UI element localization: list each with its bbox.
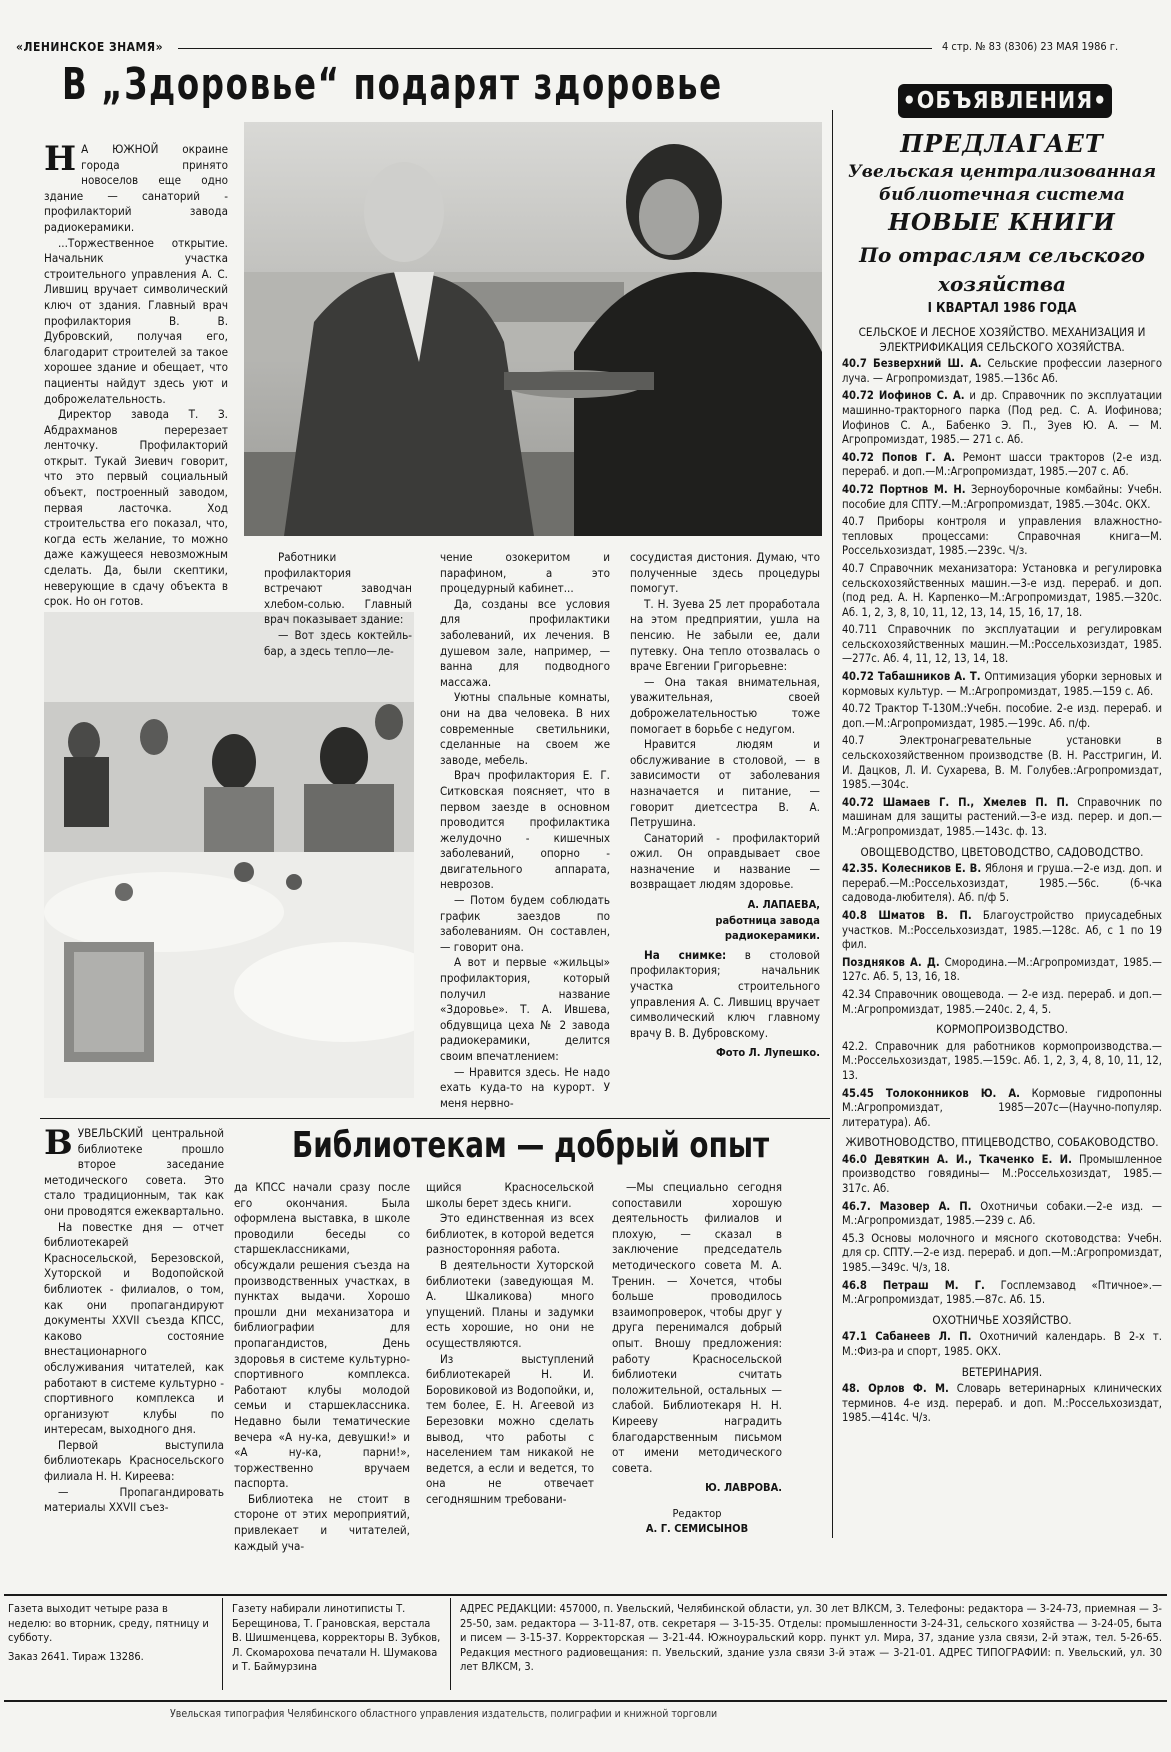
book-entry: 46.0 Девяткин А. И., Ткаченко Е. И. Промышленное производство говядины— М.:Россельхозиздат, 1985.—317с. Аб. — [842, 1152, 1162, 1196]
book-entry: 40.72 Табашников А. Т. Оптимизация уборки зерновых и кормовых культур. — М.:Агропромиздат, 1985.—159 с. Аб. — [842, 670, 1162, 698]
masthead-issue-info: 4 стр. № 83 (8306) 23 МАЯ 1986 г. — [942, 40, 1119, 53]
article2-headline: Библиотекам — добрый опыт — [292, 1125, 770, 1166]
book-entry: 47.1 Сабанеев Л. П. Охотничий календарь. В 2-х т. М.:Физ-ра и спорт, 1985. ОКХ. — [842, 1330, 1162, 1358]
photo-dining-room — [44, 612, 414, 1098]
book-entry: 45.45 Толоконников Ю. А. Кормовые гидропонны М.:Агропромиздат, 1985—207с—(Научно-популяр. литература). Аб. — [842, 1086, 1163, 1129]
column-separator — [832, 110, 833, 1538]
ads-section-heading: ОВОЩЕВОДСТВО, ЦВЕТОВОДСТВО, САДОВОДСТВО. — [860, 844, 1144, 859]
footer-rule-bottom — [4, 1700, 1167, 1702]
ads-section-heading: ВЕТЕРИНАРИЯ. — [961, 1364, 1043, 1379]
article2-column-1: В УВЕЛЬСКИЙ центральной библиотеке прошло второе заседание методического совета. Это стало традиционным, так как они проводятся ежеквартально. На повестке дня — отчет библиотекарей Красносельской, Березовской, Хуторской и Водопойской библиотек - филиалов, о том, как они пропагандируют документы XXVII съезда КПСС, каково состояние внестационарного обслуживания читателей, как работают в системе культурно - спортивного комплекса и организуют клубы по интересам, выходного дня. Первой выступила библиотекарь Красносельского филиала Н. Н. Киреева: — Пропагандировать материалы XXVII съез- — [44, 1123, 225, 1515]
article2-author: Ю. ЛАВРОВА. — [705, 1481, 782, 1495]
footer-imprint: Увельская типография Челябинского областного управления издательств, полиграфии и книжной торговли — [170, 1708, 718, 1720]
article2-column-4: —Мы специально сегодня сопоставили хорошую деятельность филиалов и плохую, — сказал в заключение председатель методического совета М. А. Тренин. — Хочется, чтобы больше проводилось взаимопроверок, чтобы друг у друга перенимался добрый опыт. Вношу предложения: работу Красносельской библиотеки считать положительной, остальных — слабой. Библиотекаря Н. Н. Кирееву наградить благодарственным письмом от имени методического совета. Ю. ЛАВРОВА. Редактор А. Г. СЕМИСЫНОВ — [612, 1180, 782, 1536]
ads-library-line1: Увельская централизованная — [847, 162, 1156, 182]
masthead-rule — [178, 48, 932, 49]
book-entry: 46.8 Петраш М. Г. Госплемзавод «Птичное».—М.:Агропромиздат, 1985.—87с. Аб. 15. — [842, 1278, 1162, 1307]
ads-quarter: I КВАРТАЛ 1986 ГОДА — [927, 301, 1077, 316]
book-entry: 40.7 Приборы контроля и управления влажностно-тепловых процессами: Справочная книга—М. Россельхозиздат, 1985.—239с. Ч/з. — [842, 515, 1162, 558]
ads-section-heading: КОРМОПРОИЗВОДСТВО. — [936, 1022, 1068, 1037]
photo-key-handover — [244, 122, 822, 536]
book-entry: 48. Орлов Ф. М. Словарь ветеринарных клинических терминов. 4-е изд. перераб. и доп. М.:Россельхозиздат, 1985.—414с. Ч/з. — [842, 1382, 1162, 1425]
ads-section-heading: ЖИВОТНОВОДСТВО, ПТИЦЕВОДСТВО, СОБАКОВОДСТВО. — [845, 1135, 1159, 1150]
footer-staff-credits: Газету набирали линотиписты Т. Берещинова, Т. Грановская, верстала В. Шишменцева, корректоры В. Зубков, Л. Скомарохова печатали Н. Шумакова и Т. Баймурзина — [232, 1602, 441, 1674]
ads-section-heading: СЕЛЬСКОЕ И ЛЕСНОЕ ХОЗЯЙСТВО. МЕХАНИЗАЦИЯ И ЭЛЕКТРИФИКАЦИЯ СЕЛЬСКОГО ХОЗЯЙСТВА. — [858, 325, 1146, 354]
footer-publication-info: Газета выходит четыре раза в неделю: во вторник, среду, пятницу и субботу. Заказ 2641. Тираж 13286. — [8, 1602, 209, 1663]
article-headline: В „Здоровье“ подарят здоровье — [62, 59, 723, 110]
ads-banner: •ОБЪЯВЛЕНИЯ• — [898, 84, 1112, 118]
caption-label: На снимке: — [644, 947, 727, 962]
masthead-paper-name: «ЛЕНИНСКОЕ ЗНАМЯ» — [16, 40, 164, 54]
author-role: работница завода радиокерамики. — [715, 913, 820, 943]
book-entry: 40.72 Портнов М. Н. Зерноуборочные комбайны: Учебн. пособие для СПТУ.—М.:Агропромиздат, 1985.—304с. ОКХ. — [842, 482, 1162, 511]
book-entry: 40.72 Попов Г. А. Ремонт шасси тракторов (2-е изд. перераб. и доп.—М.:Агропромиздат, 1985.—207 с. Аб. — [842, 450, 1162, 479]
drop-cap-2: В — [44, 1123, 73, 1163]
article-column-3: чение озокеритом и парафином, а это процедурный кабинет... Да, созданы все условия для профилактики заболеваний, их лечения. В душевом зале, например, — ванна для подводного массажа. Уютны спальные комнаты, они на два человека. В них современные светильники, сделанные на своем же заводе, мебель. Врач профилактория Е. Г. Ситковская поясняет, что в первом заезде в основном проводится профилактика желудочно - кишечных заболеваний, опорно - двигательного аппарата, неврозов. — Потом будем соблюдать график заездов по заболеваниям. Он составлен, — говорит она. А вот и первые «жильцы» профилактория, который получил название «Здоровье». Т. А. Ившева, обдувщица цеха № 2 завода радиокерамики, делится своим впечатлением: — Нравится здесь. Не надо ехать куда-то на курорт. У меня нервно- — [440, 550, 610, 1110]
footer-editorial-address: АДРЕС РЕДАКЦИИ: 457000, п. Увельский, Челябинской области, ул. 30 лет ВЛКСМ, 3. Телефоны: редактора — 3-24-73, приемная — 3-25-50, зам. редактора — 3-11-87, отв. секретаря — 3-15-35. Отделы: промышленности 3-24-31, сельского хозяйства — 3-24-05, быта и писем — 3-15-37. Корректорская — 3-21-44. Южноуральский корр. пункт ул. Мира, 37, здание узла связи, 2-й этаж, тел. 5-26-65. Редакция местного радиовещания: п. Увельский, здание узла связи 3-й этаж — 3-21-01. АДРЕС ТИПОГРАФИИ: п. Увельский, ул. 30 лет ВЛКСМ, 3. — [460, 1602, 1162, 1674]
book-entry: 45.3 Основы молочного и мясного скотоводства: Учебн. для ср. СПТУ.—2-е изд. перераб. и доп.—М.:Агропромиздат, 1985.—349с. Ч/з, 18. — [842, 1231, 1162, 1275]
book-entry: 42.2. Справочник для работников кормопроизводства.—М.:Россельхозиздат, 1985.—159с. Аб. 1, 2, 3, 4, 8, 10, 11, 12, 13. — [842, 1039, 1162, 1082]
article2-column-3: щийся Красносельской школы берет здесь книги. Это единственная из всех библиотек, в которой ведется разносторонняя работа. В деятельности Хуторской библиотеки (заведующая М. А. Шкаликова) много упущений. Планы и задумки есть хорошие, но они не осуществляются. Из выступлений библиотекарей Н. И. Боровиковой из Водопойки, и, тем более, Е. Н. Агеевой из Березовки можно сделать вывод, что работы с населением там никакой не ведется, а если и ведется, то она не отвечает сегодняшним требовани- — [426, 1180, 594, 1506]
book-entry: 40.7 Справочник механизатора: Установка и регулировка сельскохозяйственных машин.—3-е изд. перераб. и доп. (под ред. А. Н. Карпенко—М.:Агропромиздат, 1985.—320с. Аб. 1, 2, 3, 8, 10, 11, 12, 13, 14, 15, 16, 17, 18. — [842, 561, 1162, 619]
book-entry: Поздняков А. Д. Смородина.—М.:Агропромиздат, 1985.—127с. Аб. 5, 13, 16, 18. — [842, 955, 1162, 984]
editor-label: Редактор — [672, 1506, 722, 1520]
article2-column-2: да КПСС начали сразу после его окончания. Была оформлена выставка, в школе проводили беседы со старшеклассниками, обсуждали решения съезда на производственных участках, в пунктах выдачи. Хорошо прошли дни механизатора и библиографии для пропагандистов, День здоровья в системе культурно-спортивного комплекса. Работают клубы молодой семьи и старшеклассника. Недавно были тематические вечера «А ну-ка, девушки!» и «А ну-ка, парни!», торжественно вручаем паспорта. Библиотека не стоит в стороне от этих мероприятий, привлекает и читателей, каждый уча- — [234, 1180, 410, 1553]
ads-offers: ПРЕДЛАГАЕТ — [900, 129, 1104, 158]
editor-name: А. Г. СЕМИСЫНОВ — [645, 1522, 749, 1536]
footer-divider-2 — [450, 1598, 451, 1690]
article-column-4: сосудистая дистония. Думаю, что полученные здесь процедуры помогут. Т. Н. Зуева 25 лет проработала на этом предприятии, ушла на пенсию. Не забыли ее, дали путевку. Она тепло отозвалась о враче Евгении Григорьевне: — Она такая внимательная, уважительная, своей доброжелательностью тоже помогает в борьбе с недугом. Нравится людям и обслуживание в столовой, — в зависимости от заболевания назначается и питание, — говорит диетсестра В. А. Петрушина. Санаторий - профилакторий ожил. Он оправдывает свое назначение и название — возвращает людям здоровье. А. ЛАПАЕВА, работница завода радиокерамики. На снимке: в столовой профилактория; начальник участка строительного управления А. С. Лившиц вручает символический ключ главному врачу В. В. Дубровскому. Фото Л. Лупешко. — [630, 550, 820, 1060]
photo-credit: Фото Л. Лупешко. — [715, 1046, 820, 1060]
ads-library-line2: библиотечная система — [879, 185, 1125, 205]
ads-new-books: НОВЫЕ КНИГИ — [888, 209, 1116, 236]
author-signature: А. ЛАПАЕВА, — [747, 898, 820, 912]
photo-caption: в столовой профилактория; начальник участка строительного управления А. С. Лившиц вручает символический ключ главному врачу В. В. Дубровскому. — [630, 947, 820, 1040]
book-entry: 42.34 Справочник овощевода. — 2-е изд. перераб. и доп.—М.:Агропромиздат, 1985.—240с. 2, 4, 5. — [842, 987, 1162, 1016]
article-column-2: Работники профилактория встречают заводчан хлебом-солью. Главный врач показывает здание: — Вот здесь коктейль-бар, а здесь тепло—ле- — [264, 550, 412, 658]
footer-divider-1 — [222, 1598, 223, 1690]
ads-column — [842, 128, 1162, 1429]
book-entry: 40.72 Иофинов С. А. и др. Справочник по эксплуатации машинно-тракторного парка (Под ред. С. А. Иофинова; Иофинов С. А., Бабенко Э. П., Зуев Ю. А. — М. Агропромиздат, 1985.— 271 с. Аб. — [842, 389, 1163, 447]
ads-section-heading: ОХОТНИЧЬЕ ХОЗЯЙСТВО. — [932, 1312, 1072, 1327]
book-entry: 46.7. Мазовер А. П. Охотничьи собаки.—2-е изд. —М.:Агропромиздат, 1985.—239 с. Аб. — [842, 1199, 1163, 1228]
book-entry: 40.7 Электронагревательные установки в сельскохозяйственном производстве (В. Н. Расстригин, И. И. Дацков, Л. И. Сухарева, В. М. Голубев.:Агропромиздат, 1985.—304с. — [842, 734, 1162, 792]
book-entry: 40.8 Шматов В. П. Благоустройство приусадебных участков. М.:Россельхозиздат, 1985.—128с. Аб, с 1 по 19 фил. — [842, 908, 1162, 952]
book-entry: 42.35. Колесников Е. В. Яблоня и груша.—2-е изд. доп. и перераб.—М.:Россельхозиздат, 1985.—56с. (б-чка садовода-любителя). Аб. п/ф 5. — [842, 862, 1162, 905]
book-entry: 40.711 Справочник по эксплуатации и регулировкам сельскохозяйственных машин.—М.:Россельхозиздат, 1985.—277с. Аб. 4, 11, 12, 13, 14, 18. — [842, 623, 1162, 666]
article-separator — [40, 1118, 830, 1119]
ads-by-branch: По отраслям сельского — [859, 243, 1145, 267]
drop-cap: Н — [44, 139, 77, 179]
book-entry: 40.72 Трактор Т-130М.:Учебн. пособие. 2-е изд. перераб. и доп.—М.:Агропромиздат, 1985.—199с. Аб. п/ф. — [842, 702, 1162, 730]
book-entry: 40.72 Шамаев Г. П., Хмелев П. П. Справочник по машинам для защиты растений.—3-е изд. перер. и доп.—М.:Агропромиздат, 1985.—143с. ф. 13. — [842, 795, 1162, 838]
ads-agriculture: хозяйства — [938, 272, 1066, 296]
footer-rule-top — [4, 1594, 1167, 1596]
book-entry: 40.7 Безверхний Ш. А. Сельские профессии лазерного луча. — Агропромиздат, 1985.—136с Аб. — [842, 357, 1162, 385]
article-column-1: Н А ЮЖНОЙ окраине города принято новоселов еще одно здание — санаторий - профилакторий завода радиокерамики. ...Торжественное открытие. Начальник участка строительного управления А. С. Лившиц вручает символический ключ от здания. Главный врач профилактория В. В. Дубровский, получая его, благодарит строителей за такое хорошее здание и обещает, что пациенты найдут здесь уют и доброжелательность. Директор завода Т. З. Абдрахманов перерезает ленточку. Профилакторий открыт. Тукай Зиевич говорит, что это первый социальный объект, построенный заводом, первая ласточка. Ход строительства его показал, что, когда есть желание, то можно даже кажущееся невозможным сделать. Да, были скептики, неверующие в сдачу объекта в срок. Но он готов. — [44, 139, 228, 609]
